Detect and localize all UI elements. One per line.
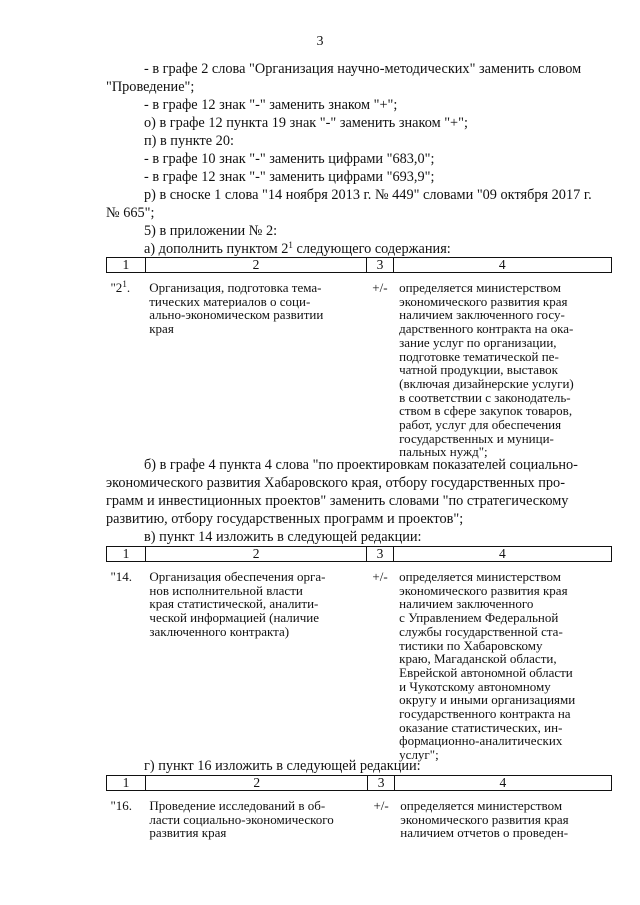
table-point-16	[106, 775, 612, 840]
row-number: "14.	[110, 569, 133, 584]
row-sign: +/-	[373, 798, 389, 813]
text-line: р) в сноске 1 слова "14 ноября 2013 г. № 449" словами "09 октября 2017 г.	[144, 187, 592, 203]
text-line: № 665";	[106, 205, 155, 221]
header-cell: 3	[367, 547, 393, 562]
table-row	[107, 791, 612, 841]
header-cell: 4	[394, 776, 611, 791]
text-line: 5) в приложении № 2:	[144, 223, 278, 239]
page-number: 3	[316, 34, 324, 49]
table-point-14	[106, 546, 612, 762]
row-number: "$2^1$.	[110, 279, 131, 295]
row-number: "16.	[110, 798, 133, 813]
row-sign: +/-	[372, 280, 388, 295]
superscript: 1	[288, 240, 293, 250]
text-line: экономического развития Хабаровского края, отбору государственных про-	[106, 475, 565, 491]
table-row	[107, 273, 612, 460]
row-determination: определяется министерством экономического развития края наличием отчетов о проведен-	[400, 798, 569, 841]
table-row	[107, 562, 612, 762]
header-cell: 1	[107, 258, 146, 273]
header-cell: 1	[107, 547, 146, 562]
table-header-row	[107, 547, 612, 562]
header-cell: 4	[393, 258, 611, 273]
table-header-row	[107, 776, 612, 791]
text-line: - в графе 12 знак "-" заменить знаком "+";	[144, 97, 398, 113]
text-line: - в графе 10 знак "-" заменить цифрами "683,0";	[144, 151, 435, 167]
row-description: Организация, подготовка тема- тических материалов о соци- ально-экономическом развитии края	[149, 280, 324, 337]
text-fragment: следующего содержания:	[292, 241, 451, 257]
row-determination: определяется министерством экономического развития края наличием заключенного госу- дарственного контракта на ока- зание услуг по организации, подготовке тематической пе- чатной продукции, выставок (включая дизайнерские услуги) в соответствии с законодатель- ством в сфере закупок товаров, работ, услуг для обеспечения государственных и муници- пальных нужд";	[399, 280, 574, 460]
text-fragment: а) дополнить пунктом 2	[144, 241, 289, 257]
header-cell: 2	[145, 776, 368, 791]
row-description: Проведение исследований в об- ласти социально-экономического развития края	[149, 798, 334, 841]
header-cell: 2	[145, 258, 367, 273]
text-line: в) пункт 14 изложить в следующей редакции:	[144, 529, 422, 545]
text-line: развитию, отбору государственных программ и проектов";	[106, 511, 464, 527]
row-description: Организация обеспечения орга- нов исполнительной власти края статистической, аналити- ческой информацией (наличие заключенного контракта)	[149, 569, 326, 639]
text-line: б) в графе 4 пункта 4 слова "по проектировкам показателей социально-	[144, 457, 578, 473]
text-line: грамм и инвестиционных проектов" заменить словами "по стратегическому	[106, 493, 569, 509]
row-determination: определяется министерством экономического развития края наличием заключенного с Управлением Федеральной службы государственной ста- тистики по Хабаровскому краю, Магаданской области, Еврейской автономной области и Чукотскому автономному округу и иными организациями государственного контракта на оказание статистических, ин- формационно-аналитических услуг";	[399, 569, 576, 763]
text-line: "Проведение";	[106, 79, 195, 95]
header-cell: 4	[393, 547, 611, 562]
table-point-2-1	[106, 257, 612, 459]
text-line: г) пункт 16 изложить в следующей редакции:	[144, 758, 421, 774]
text-line: - в графе 2 слова "Организация научно-методических" заменить словом	[144, 61, 582, 77]
text-line: п) в пункте 20:	[144, 133, 234, 149]
header-cell: 2	[145, 547, 367, 562]
table-header-row	[107, 258, 612, 273]
text-line: о) в графе 12 пункта 19 знак "-" заменить знаком "+";	[144, 115, 468, 131]
header-cell: 1	[107, 776, 146, 791]
header-cell: 3	[367, 258, 393, 273]
header-cell: 3	[368, 776, 394, 791]
text-line	[144, 240, 451, 258]
row-sign: +/-	[372, 569, 388, 584]
text-line: - в графе 12 знак "-" заменить цифрами "693,9";	[144, 169, 435, 185]
